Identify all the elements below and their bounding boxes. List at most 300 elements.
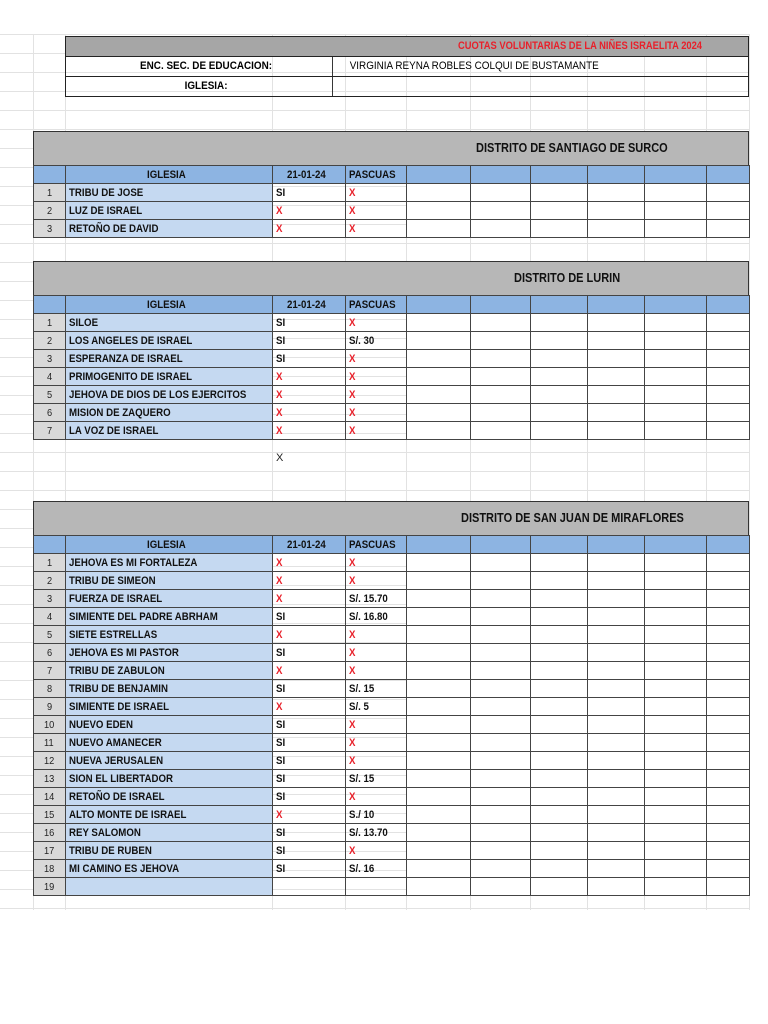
empty-cell[interactable] [531, 824, 588, 842]
empty-cell[interactable] [407, 716, 471, 734]
empty-cell[interactable] [707, 734, 750, 752]
empty-cell[interactable] [588, 314, 645, 332]
empty-cell[interactable] [588, 716, 645, 734]
row-number-cell[interactable] [34, 824, 66, 842]
church-name-cell[interactable] [66, 662, 273, 680]
empty-cell[interactable] [707, 608, 750, 626]
date-cell[interactable] [273, 698, 346, 716]
pascuas-cell[interactable] [346, 590, 407, 608]
empty-cell[interactable] [471, 716, 531, 734]
date-cell[interactable] [273, 422, 346, 440]
empty-cell[interactable] [407, 770, 471, 788]
empty-cell[interactable] [645, 734, 707, 752]
empty-cell[interactable] [471, 734, 531, 752]
church-name-cell-text: LA VOZ DE ISRAEL [69, 424, 159, 437]
church-name-cell[interactable] [66, 368, 273, 386]
row-number-cell-text: 8 [46, 682, 52, 695]
church-name-cell[interactable] [66, 332, 273, 350]
empty-cell[interactable] [707, 698, 750, 716]
empty-cell[interactable] [588, 572, 645, 590]
empty-cell[interactable] [471, 422, 531, 440]
empty-cell[interactable] [588, 608, 645, 626]
empty-cell[interactable] [531, 806, 588, 824]
empty-cell[interactable] [531, 662, 588, 680]
empty-cell[interactable] [407, 806, 471, 824]
empty-cell[interactable] [531, 572, 588, 590]
row-number-cell[interactable] [34, 184, 66, 202]
date-cell-text: SI [276, 646, 286, 659]
empty-cell[interactable] [588, 878, 645, 896]
empty-cell[interactable] [588, 752, 645, 770]
empty-cell[interactable] [707, 332, 750, 350]
empty-cell[interactable] [407, 332, 471, 350]
empty-cell[interactable] [645, 806, 707, 824]
empty-cell[interactable] [531, 698, 588, 716]
empty-cell[interactable] [471, 698, 531, 716]
empty-cell[interactable] [707, 752, 750, 770]
row-number-cell[interactable] [34, 422, 66, 440]
pascuas-cell[interactable] [346, 788, 407, 806]
date-cell[interactable] [273, 202, 346, 220]
date-cell[interactable] [273, 626, 346, 644]
church-name-cell[interactable] [66, 644, 273, 662]
header-empty-cell [588, 296, 645, 314]
pascuas-cell[interactable] [346, 734, 407, 752]
row-number-cell-text: 2 [46, 574, 52, 587]
row-number-cell[interactable] [34, 860, 66, 878]
pascuas-cell[interactable] [346, 350, 407, 368]
church-name-cell[interactable] [66, 842, 273, 860]
empty-cell[interactable] [407, 202, 471, 220]
empty-cell[interactable] [471, 404, 531, 422]
empty-cell[interactable] [588, 824, 645, 842]
empty-cell[interactable] [645, 554, 707, 572]
date-cell[interactable] [273, 572, 346, 590]
church-name-cell[interactable] [66, 680, 273, 698]
date-cell[interactable] [273, 680, 346, 698]
date-cell[interactable] [273, 824, 346, 842]
empty-cell[interactable] [471, 680, 531, 698]
empty-cell[interactable] [645, 752, 707, 770]
pascuas-cell[interactable] [346, 572, 407, 590]
empty-cell[interactable] [531, 734, 588, 752]
empty-cell[interactable] [645, 680, 707, 698]
pascuas-cell[interactable] [346, 824, 407, 842]
empty-cell[interactable] [707, 404, 750, 422]
pascuas-cell[interactable] [346, 554, 407, 572]
empty-cell[interactable] [707, 314, 750, 332]
empty-cell[interactable] [471, 860, 531, 878]
empty-cell[interactable] [531, 644, 588, 662]
empty-cell[interactable] [531, 770, 588, 788]
empty-cell[interactable] [707, 386, 750, 404]
empty-cell[interactable] [707, 184, 750, 202]
empty-cell[interactable] [707, 842, 750, 860]
empty-cell[interactable] [531, 842, 588, 860]
empty-cell[interactable] [531, 184, 588, 202]
pascuas-cell[interactable] [346, 608, 407, 626]
empty-cell[interactable] [407, 626, 471, 644]
empty-cell[interactable] [707, 806, 750, 824]
empty-cell[interactable] [407, 350, 471, 368]
empty-cell[interactable] [588, 184, 645, 202]
empty-cell[interactable] [707, 572, 750, 590]
empty-cell[interactable] [407, 314, 471, 332]
empty-cell[interactable] [407, 680, 471, 698]
date-cell[interactable] [273, 332, 346, 350]
empty-cell[interactable] [645, 590, 707, 608]
empty-cell[interactable] [407, 842, 471, 860]
empty-cell[interactable] [707, 202, 750, 220]
empty-cell[interactable] [707, 626, 750, 644]
empty-cell[interactable] [471, 332, 531, 350]
date-cell[interactable] [273, 220, 346, 238]
row-number-cell[interactable] [34, 626, 66, 644]
date-cell[interactable] [273, 386, 346, 404]
empty-cell[interactable] [645, 698, 707, 716]
row-number-cell[interactable] [34, 788, 66, 806]
empty-cell[interactable] [588, 860, 645, 878]
date-cell[interactable] [273, 314, 346, 332]
header-empty-cell [531, 536, 588, 554]
pascuas-cell[interactable] [346, 404, 407, 422]
row-number-cell[interactable] [34, 842, 66, 860]
pascuas-cell[interactable] [346, 422, 407, 440]
empty-cell[interactable] [407, 422, 471, 440]
row-number-cell[interactable] [34, 698, 66, 716]
date-cell[interactable] [273, 806, 346, 824]
empty-cell[interactable] [471, 554, 531, 572]
empty-cell[interactable] [531, 202, 588, 220]
row-number-cell[interactable] [34, 770, 66, 788]
empty-cell[interactable] [645, 824, 707, 842]
empty-cell[interactable] [531, 386, 588, 404]
pascuas-cell[interactable] [346, 770, 407, 788]
empty-cell[interactable] [531, 590, 588, 608]
empty-cell[interactable] [588, 368, 645, 386]
empty-cell[interactable] [471, 878, 531, 896]
church-name-cell[interactable] [66, 824, 273, 842]
empty-cell[interactable] [471, 626, 531, 644]
empty-cell[interactable] [531, 680, 588, 698]
pascuas-cell[interactable] [346, 368, 407, 386]
empty-cell[interactable] [645, 626, 707, 644]
church-name-cell[interactable] [66, 386, 273, 404]
row-number-cell[interactable] [34, 662, 66, 680]
empty-cell[interactable] [588, 788, 645, 806]
pascuas-cell[interactable] [346, 386, 407, 404]
empty-cell[interactable] [707, 878, 750, 896]
date-cell[interactable] [273, 770, 346, 788]
empty-cell[interactable] [531, 878, 588, 896]
church-name-cell[interactable] [66, 404, 273, 422]
empty-cell[interactable] [588, 350, 645, 368]
date-cell[interactable] [273, 752, 346, 770]
empty-cell[interactable] [531, 314, 588, 332]
empty-cell[interactable] [471, 752, 531, 770]
empty-cell[interactable] [407, 698, 471, 716]
church-name-cell[interactable] [66, 590, 273, 608]
empty-cell[interactable] [588, 662, 645, 680]
empty-cell[interactable] [645, 878, 707, 896]
church-name-cell[interactable] [66, 698, 273, 716]
church-name-cell[interactable] [66, 422, 273, 440]
empty-cell[interactable] [471, 788, 531, 806]
pascuas-cell[interactable] [346, 332, 407, 350]
empty-cell[interactable] [531, 368, 588, 386]
pascuas-cell[interactable] [346, 626, 407, 644]
empty-cell[interactable] [588, 590, 645, 608]
pascuas-cell[interactable] [346, 184, 407, 202]
empty-cell[interactable] [407, 554, 471, 572]
empty-cell[interactable] [471, 184, 531, 202]
pascuas-cell[interactable] [346, 806, 407, 824]
empty-cell[interactable] [707, 662, 750, 680]
empty-cell[interactable] [645, 332, 707, 350]
row-number-cell[interactable] [34, 644, 66, 662]
empty-cell[interactable] [645, 422, 707, 440]
church-name-cell[interactable] [66, 878, 273, 896]
empty-cell[interactable] [471, 644, 531, 662]
empty-cell[interactable] [407, 644, 471, 662]
church-name-cell[interactable] [66, 770, 273, 788]
row-number-cell[interactable] [34, 386, 66, 404]
empty-cell[interactable] [531, 422, 588, 440]
empty-cell[interactable] [471, 314, 531, 332]
empty-cell[interactable] [588, 404, 645, 422]
pascuas-cell[interactable] [346, 220, 407, 238]
empty-cell[interactable] [588, 332, 645, 350]
empty-cell[interactable] [531, 404, 588, 422]
church-name-cell[interactable] [66, 752, 273, 770]
church-name-cell[interactable] [66, 716, 273, 734]
empty-cell[interactable] [645, 184, 707, 202]
empty-cell[interactable] [531, 626, 588, 644]
empty-cell[interactable] [645, 788, 707, 806]
row-number-cell[interactable] [34, 202, 66, 220]
date-cell[interactable] [273, 404, 346, 422]
empty-cell[interactable] [471, 386, 531, 404]
row-number-cell[interactable] [34, 404, 66, 422]
church-name-cell[interactable] [66, 314, 273, 332]
empty-cell[interactable] [531, 220, 588, 238]
empty-cell[interactable] [645, 608, 707, 626]
empty-cell[interactable] [588, 422, 645, 440]
church-name-cell[interactable] [66, 626, 273, 644]
empty-cell[interactable] [407, 220, 471, 238]
empty-cell[interactable] [407, 590, 471, 608]
row-number-cell[interactable] [34, 554, 66, 572]
church-name-cell[interactable] [66, 734, 273, 752]
empty-cell[interactable] [588, 680, 645, 698]
empty-cell[interactable] [645, 350, 707, 368]
empty-cell[interactable] [588, 734, 645, 752]
district-lurin [33, 261, 749, 440]
empty-cell[interactable] [471, 842, 531, 860]
row-number-cell[interactable] [34, 752, 66, 770]
empty-cell[interactable] [707, 644, 750, 662]
row-number-cell[interactable] [34, 734, 66, 752]
empty-cell[interactable] [407, 608, 471, 626]
date-cell[interactable] [273, 734, 346, 752]
date-cell[interactable] [273, 554, 346, 572]
empty-cell[interactable] [645, 842, 707, 860]
pascuas-cell[interactable] [346, 752, 407, 770]
date-cell[interactable] [273, 350, 346, 368]
empty-cell[interactable] [707, 680, 750, 698]
empty-cell[interactable] [531, 716, 588, 734]
empty-cell[interactable] [407, 824, 471, 842]
church-name-cell[interactable] [66, 554, 273, 572]
row-number-cell[interactable] [34, 314, 66, 332]
empty-cell[interactable] [707, 860, 750, 878]
pascuas-cell[interactable] [346, 314, 407, 332]
empty-cell[interactable] [471, 220, 531, 238]
church-name-cell[interactable] [66, 220, 273, 238]
empty-cell[interactable] [645, 860, 707, 878]
row-number-cell[interactable] [34, 590, 66, 608]
row-number-cell[interactable] [34, 878, 66, 896]
empty-cell[interactable] [471, 572, 531, 590]
empty-cell[interactable] [707, 788, 750, 806]
empty-cell[interactable] [407, 404, 471, 422]
empty-cell[interactable] [645, 202, 707, 220]
empty-cell[interactable] [471, 350, 531, 368]
empty-cell[interactable] [645, 644, 707, 662]
row-number-cell[interactable] [34, 806, 66, 824]
date-cell[interactable] [273, 878, 346, 896]
row-number-cell-text: 3 [46, 592, 52, 605]
pascuas-cell[interactable] [346, 202, 407, 220]
church-name-cell[interactable] [66, 202, 273, 220]
date-cell[interactable] [273, 590, 346, 608]
empty-cell[interactable] [471, 824, 531, 842]
empty-cell[interactable] [407, 878, 471, 896]
empty-cell[interactable] [645, 368, 707, 386]
empty-cell[interactable] [707, 422, 750, 440]
empty-cell[interactable] [645, 220, 707, 238]
empty-cell[interactable] [531, 788, 588, 806]
row-number-cell[interactable] [34, 716, 66, 734]
empty-cell[interactable] [407, 788, 471, 806]
pascuas-cell[interactable] [346, 842, 407, 860]
row-number-cell[interactable] [34, 332, 66, 350]
empty-cell[interactable] [471, 202, 531, 220]
empty-cell[interactable] [707, 824, 750, 842]
row-number-cell[interactable] [34, 220, 66, 238]
empty-cell[interactable] [645, 572, 707, 590]
church-name-cell[interactable] [66, 572, 273, 590]
empty-cell[interactable] [588, 220, 645, 238]
empty-cell[interactable] [645, 770, 707, 788]
date-cell[interactable] [273, 184, 346, 202]
row-number-cell[interactable] [34, 572, 66, 590]
empty-cell[interactable] [471, 806, 531, 824]
pascuas-cell[interactable] [346, 698, 407, 716]
date-cell[interactable] [273, 716, 346, 734]
date-cell[interactable] [273, 662, 346, 680]
church-name-cell[interactable] [66, 860, 273, 878]
church-name-cell[interactable] [66, 350, 273, 368]
empty-cell[interactable] [707, 770, 750, 788]
empty-cell[interactable] [588, 806, 645, 824]
church-name-cell[interactable] [66, 806, 273, 824]
empty-cell[interactable] [588, 386, 645, 404]
empty-cell[interactable] [645, 662, 707, 680]
row-number-cell[interactable] [34, 680, 66, 698]
date-cell[interactable] [273, 608, 346, 626]
empty-cell[interactable] [645, 716, 707, 734]
date-cell[interactable] [273, 644, 346, 662]
empty-cell[interactable] [407, 184, 471, 202]
pascuas-cell[interactable] [346, 860, 407, 878]
pascuas-cell[interactable] [346, 644, 407, 662]
church-name-cell[interactable] [66, 788, 273, 806]
empty-cell[interactable] [588, 644, 645, 662]
pascuas-cell[interactable] [346, 680, 407, 698]
empty-cell[interactable] [407, 860, 471, 878]
empty-cell[interactable] [471, 368, 531, 386]
empty-cell[interactable] [588, 202, 645, 220]
empty-cell[interactable] [471, 608, 531, 626]
empty-cell[interactable] [588, 842, 645, 860]
empty-cell[interactable] [407, 734, 471, 752]
date-cell[interactable] [273, 788, 346, 806]
empty-cell[interactable] [645, 314, 707, 332]
empty-cell[interactable] [531, 332, 588, 350]
pascuas-cell[interactable] [346, 716, 407, 734]
empty-cell[interactable] [531, 860, 588, 878]
empty-cell[interactable] [707, 554, 750, 572]
empty-cell[interactable] [588, 770, 645, 788]
empty-cell[interactable] [407, 368, 471, 386]
empty-cell[interactable] [531, 752, 588, 770]
empty-cell[interactable] [707, 590, 750, 608]
empty-cell[interactable] [645, 404, 707, 422]
pascuas-cell[interactable] [346, 878, 407, 896]
empty-cell[interactable] [531, 554, 588, 572]
date-cell[interactable] [273, 368, 346, 386]
church-name-cell-text: SIETE ESTRELLAS [69, 628, 158, 641]
empty-cell[interactable] [407, 752, 471, 770]
empty-cell[interactable] [407, 662, 471, 680]
row-number-cell[interactable] [34, 368, 66, 386]
church-name-cell[interactable] [66, 608, 273, 626]
church-name-cell[interactable] [66, 184, 273, 202]
empty-cell[interactable] [588, 554, 645, 572]
empty-cell[interactable] [707, 350, 750, 368]
empty-cell[interactable] [707, 220, 750, 238]
pascuas-cell[interactable] [346, 662, 407, 680]
empty-cell[interactable] [588, 698, 645, 716]
date-cell[interactable] [273, 860, 346, 878]
empty-cell[interactable] [531, 350, 588, 368]
row-number-cell[interactable] [34, 350, 66, 368]
empty-cell[interactable] [707, 368, 750, 386]
empty-cell[interactable] [588, 626, 645, 644]
empty-cell[interactable] [707, 716, 750, 734]
empty-cell[interactable] [645, 386, 707, 404]
empty-cell[interactable] [471, 770, 531, 788]
date-cell[interactable] [273, 842, 346, 860]
empty-cell[interactable] [531, 608, 588, 626]
empty-cell[interactable] [471, 662, 531, 680]
row-number-cell-text: 4 [46, 610, 52, 623]
row-number-cell[interactable] [34, 608, 66, 626]
empty-cell[interactable] [471, 590, 531, 608]
empty-cell[interactable] [407, 572, 471, 590]
empty-cell[interactable] [407, 386, 471, 404]
